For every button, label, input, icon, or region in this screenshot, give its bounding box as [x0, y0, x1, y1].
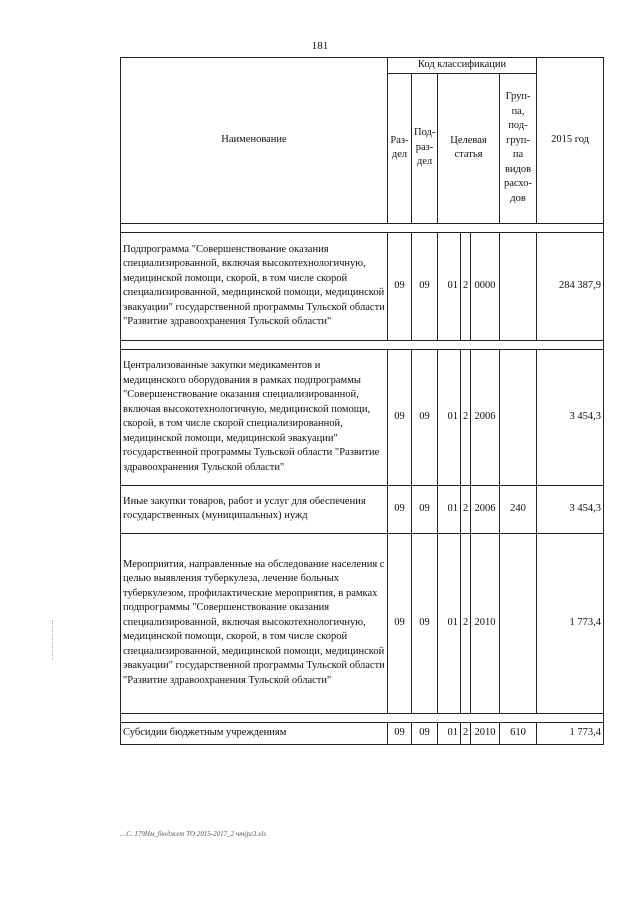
row-amount: 284 387,9	[537, 232, 604, 340]
table-row	[121, 232, 604, 340]
row-podrazdel: 09	[412, 722, 438, 744]
row-target-3: 2006	[471, 349, 500, 485]
row-vid: 610	[500, 722, 537, 744]
row-podrazdel: 09	[412, 533, 438, 713]
row-vid	[500, 232, 537, 340]
row-target-3: 2010	[471, 533, 500, 713]
row-razdel: 09	[388, 533, 412, 713]
row-razdel: 09	[388, 349, 412, 485]
row-target-1: 01	[438, 533, 461, 713]
header-section: Раз- дел	[388, 73, 412, 223]
row-target-2: 2	[461, 533, 471, 713]
row-name: Иные закупки товаров, работ и услуг для обеспечения государственных (муниципальных) нужд	[121, 485, 388, 533]
spacer-row	[121, 713, 604, 722]
row-target-3: 2006	[471, 485, 500, 533]
row-target-1: 01	[438, 232, 461, 340]
row-vid	[500, 349, 537, 485]
row-podrazdel: 09	[412, 485, 438, 533]
row-amount: 3 454,3	[537, 349, 604, 485]
budget-table	[120, 57, 604, 745]
header-row-1	[121, 58, 604, 74]
header-year: 2015 год	[537, 58, 604, 224]
header-code-group: Код классификации	[388, 58, 537, 74]
row-razdel: 09	[388, 722, 412, 744]
footer-filename: …C. 179Нм_бюджет ТО 2015-2017_2 чт(рг3.xls	[120, 830, 266, 838]
row-name: Субсидии бюджетным учреждениям	[121, 722, 388, 744]
spacer-row	[121, 223, 604, 232]
row-podrazdel: 09	[412, 232, 438, 340]
header-group: Груп- па, под- груп- па видов расхо- дов	[500, 73, 537, 223]
row-target-2: 2	[461, 232, 471, 340]
row-target-2: 2	[461, 485, 471, 533]
row-amount: 3 454,3	[537, 485, 604, 533]
row-target-1: 01	[438, 485, 461, 533]
row-name: Централизованные закупки медикаментов и медицинского оборудования в рамках подпрограммы "Совершенствование оказания специализированной, включая высокотехнологичную, медицинской помощи, скорой, в том числе скорой специализированной, медицинской помощи, медицинской эвакуации" государственной программы Тульской области "Развитие здравоохранения Тульской области"	[121, 349, 388, 485]
row-name: Подпрограмма "Совершенствование оказания специализированной, включая высокотехнологичную, медицинской помощи, скорой, в том числе скорой специализированной, медицинской помощи, медицинской эвакуации" государственной программы Тульской области "Развитие здравоохранения Тульской области"	[121, 232, 388, 340]
table-row	[121, 349, 604, 485]
header-name: Наименование	[121, 58, 388, 224]
row-razdel: 09	[388, 232, 412, 340]
row-podrazdel: 09	[412, 349, 438, 485]
row-amount: 1 773,4	[537, 722, 604, 744]
table-row	[121, 533, 604, 713]
margin-mark	[52, 620, 55, 660]
table-row	[121, 485, 604, 533]
row-vid: 240	[500, 485, 537, 533]
header-target: Целевая статья	[438, 73, 500, 223]
row-amount: 1 773,4	[537, 533, 604, 713]
row-target-3: 2010	[471, 722, 500, 744]
row-target-2: 2	[461, 722, 471, 744]
row-razdel: 09	[388, 485, 412, 533]
table-row	[121, 722, 604, 744]
row-target-2: 2	[461, 349, 471, 485]
row-target-3: 0000	[471, 232, 500, 340]
row-target-1: 01	[438, 722, 461, 744]
header-subsection: Под- раз- дел	[412, 73, 438, 223]
row-target-1: 01	[438, 349, 461, 485]
row-name: Мероприятия, направленные на обследование населения с целью выявления туберкулеза, лечение больных туберкулезом, профилактические мероприятия, в рамках подпрограммы "Совершенствование оказания специализированной, включая высокотехнологичную, медицинской помощи, скорой, в том числе скорой специализированной, медицинской помощи, медицинской эвакуации" государственной программы Тульской области "Развитие здравоохранения Тульской области"	[121, 533, 388, 713]
row-vid	[500, 533, 537, 713]
page-number: 181	[311, 40, 329, 52]
spacer-row	[121, 340, 604, 349]
